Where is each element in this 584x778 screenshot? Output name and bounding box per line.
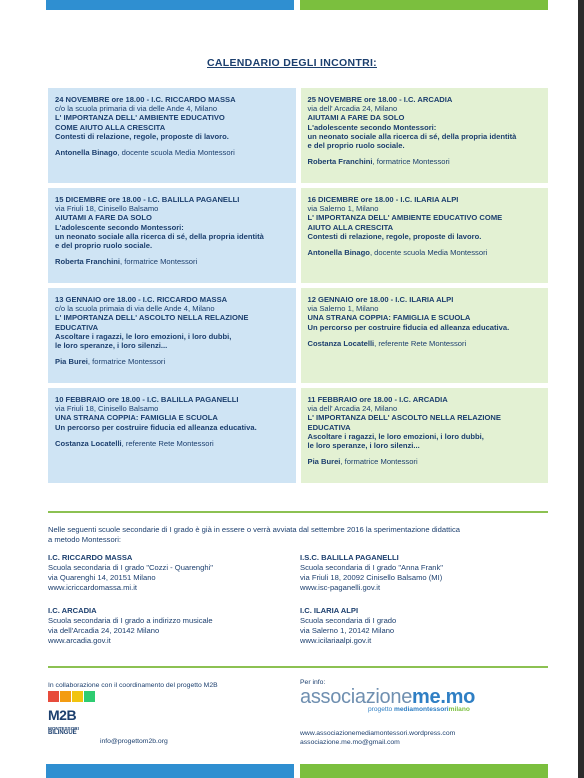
event-topic: L' IMPORTANZA DELL' ASCOLTO NELLA RELAZIONE (307, 413, 501, 423)
event-topic: e del proprio ruolo sociale. (307, 141, 405, 151)
school-link[interactable]: www.icilariaalpi.gov.it (300, 636, 372, 645)
event-topic: un neonato sociale alla ricerca di sé, della propria identità (307, 131, 517, 141)
spacer (55, 141, 290, 148)
assoc-sub-prefix: progetto (368, 706, 395, 713)
speaker-name: Roberta Franchini (307, 157, 373, 167)
event-topic: COME AIUTO ALLA CRESCITA (55, 122, 166, 132)
event-date: 10 FEBBRAIO ore 18.00 - I.C. BALILLA PAGANELLI (55, 395, 239, 404)
speaker-name: Pia Burei (307, 457, 341, 467)
school-line: Scuola secondaria di I grado "Cozzi - Quarenghi" (48, 563, 213, 572)
event-speaker (55, 257, 290, 266)
event-date: 15 DICEMBRE ore 18.00 - I.C. BALILLA PAGANELLI (55, 195, 240, 204)
m2b-sub-line: MONTESSORI (48, 726, 79, 731)
event-date: 13 GENNAIO ore 18.00 - I.C. RICCARDO MASSA (55, 295, 228, 304)
separator-top (48, 511, 548, 513)
assoc-prefix: associazione (300, 686, 413, 708)
event-address: via dell' Arcadia 24, Milano (307, 104, 398, 114)
spacer (308, 241, 543, 248)
speaker-name: Roberta Franchini (55, 257, 120, 267)
event-topic: EDUCATIVA (55, 322, 99, 332)
speaker-role: , referente Rete Montessori (121, 438, 214, 448)
calendar-title: CALENDARIO DEGLI INCONTRI: (207, 57, 377, 69)
event-topic: EDUCATIVA (307, 422, 351, 432)
event-speaker (55, 439, 290, 448)
event-topic: Contesti di relazione, regole, proposte di lavoro. (307, 231, 482, 241)
school-name: I.S.C. BALILLA PAGANELLI (300, 553, 399, 562)
speaker-role: , docente scuola Media Montessori (117, 148, 235, 158)
email-link[interactable]: associazione.me.mo@gmail.com (300, 739, 400, 746)
page-edge (578, 0, 584, 778)
events-row (48, 88, 548, 183)
assoc-sub-highlight: mediamontessori (394, 706, 449, 713)
event-card (48, 388, 296, 483)
event-topic: L' IMPORTANZA DELL' AMBIENTE EDUCATIVO COME (307, 213, 503, 223)
intro-text (48, 525, 548, 545)
school-block (48, 606, 288, 646)
event-speaker (308, 157, 543, 166)
event-address: via Salerno 1, Milano (307, 204, 379, 214)
event-topic: le loro speranze, i loro silenzi... (55, 341, 168, 351)
collab-text: In collaborazione con il coordinamento del progetto M2B (48, 682, 218, 689)
school-line: via Quarenghi 14, 20151 Milano (48, 573, 156, 582)
speaker-name: Antonella Binago (55, 148, 118, 158)
event-date: 16 DICEMBRE ore 18.00 - I.C. ILARIA ALPI (307, 195, 459, 204)
school-name: I.C. RICCARDO MASSA (48, 553, 133, 562)
spacer (55, 350, 290, 357)
school-link[interactable]: www.icriccardomassa.mi.it (48, 583, 138, 592)
association-logo (300, 686, 475, 708)
event-topic: Un percorso per costruire fiducia ed alleanza educativa. (55, 422, 257, 432)
event-address: c/o la scuola primaia di via delle Ande 4, Milano (55, 304, 215, 314)
speaker-name: Pia Burei (55, 357, 88, 367)
event-topic: Contesti di relazione, regole, proposte di lavoro. (55, 131, 229, 141)
spacer (55, 250, 290, 257)
speaker-role: , formatrice Montessori (119, 257, 198, 267)
event-topic: L'adolescente secondo Montessori: (307, 122, 437, 132)
event-address: via dell' Arcadia 24, Milano (307, 404, 398, 414)
spacer (308, 450, 543, 457)
separator-bottom (48, 666, 548, 668)
speaker-role: , referente Rete Montessori (374, 338, 467, 348)
assoc-brand: me.mo (412, 686, 475, 708)
event-topic: AIUTO ALLA CRESCITA (307, 222, 394, 232)
event-date: 25 NOVEMBRE ore 18.00 - I.C. ARCADIA (307, 95, 453, 104)
top-bar-green (300, 0, 548, 10)
event-topic: Ascoltare i ragazzi, le loro emozioni, i loro dubbi, (307, 431, 484, 441)
event-topic: AIUTAMI A FARE DA SOLO (307, 113, 405, 123)
school-name: I.C. ILARIA ALPI (300, 606, 359, 615)
event-card (301, 188, 549, 283)
speaker-role: , docente scuola Media Montessori (369, 248, 488, 258)
event-date: 12 GENNAIO ore 18.00 - I.C. ILARIA ALPI (307, 295, 454, 304)
association-sub (368, 706, 470, 713)
spacer (308, 332, 543, 339)
events-grid (48, 88, 548, 488)
contact-links (300, 729, 455, 747)
school-line: via Friuli 18, 20092 Cinisello Balsamo (MI) (300, 573, 443, 582)
per-info-label: Per info: (300, 679, 326, 686)
event-card (301, 288, 549, 383)
m2b-email-link[interactable]: info@progettom2b.org (100, 738, 168, 745)
school-line: Scuola secondaria di I grado (300, 616, 397, 625)
events-row (48, 188, 548, 283)
speaker-role: , formatrice Montessori (340, 457, 418, 467)
event-date: 24 NOVEMBRE ore 18.00 - I.C. RICCARDO MASSA (55, 95, 236, 104)
event-card (301, 88, 549, 183)
event-address: via Salerno 1, Milano (307, 304, 379, 314)
school-line: via Salerno 1, 20142 Milano (300, 626, 395, 635)
speaker-name: Costanza Locatelli (55, 438, 122, 448)
school-link[interactable]: www.isc-paganelli.gov.it (300, 583, 381, 592)
events-row (48, 388, 548, 483)
bottom-bar-green (300, 764, 548, 778)
speaker-name: Antonella Binago (307, 248, 370, 258)
intro-line: a metodo Montessori: (48, 535, 122, 544)
event-speaker (308, 248, 543, 257)
school-line: Scuola secondaria di I grado "Anna Frank" (300, 563, 444, 572)
speaker-role: , formatrice Montessori (372, 157, 450, 167)
school-name: I.C. ARCADIA (48, 606, 97, 615)
school-block (300, 553, 540, 593)
event-speaker (308, 339, 543, 348)
school-link[interactable]: www.arcadia.gov.it (48, 636, 111, 645)
school-block (300, 606, 540, 646)
spacer (308, 150, 543, 157)
event-address: via Friuli 18, Cinisello Balsamo (55, 404, 159, 414)
event-speaker (308, 457, 543, 466)
event-topic: UNA STRANA COPPIA: FAMIGLIA E SCUOLA (307, 313, 471, 323)
event-topic: AIUTAMI A FARE DA SOLO (55, 213, 152, 223)
school-block (48, 553, 288, 593)
event-card (301, 388, 549, 483)
assoc-sub-suffix: milano (448, 706, 470, 713)
event-address: c/o la scuola primaria di via delle Ande 4, Milano (55, 104, 218, 114)
event-card (48, 88, 296, 183)
blog-link[interactable]: www.associazionemediamontessori.wordpress.com (300, 730, 456, 737)
event-address: via Friuli 18, Cinisello Balsamo (55, 204, 159, 214)
event-topic: UNA STRANA COPPIA: FAMIGLIA E SCUOLA (55, 413, 218, 423)
intro-line: Nelle seguenti scuole secondarie di I grado è già in essere o verrà avviata dal settembre 2016 la sperimentazione didattica (48, 525, 460, 534)
bottom-bar-blue (46, 764, 294, 778)
spacer (55, 432, 290, 439)
m2b-sub-line: BILINGUE (48, 730, 77, 736)
event-card (48, 188, 296, 283)
event-speaker (55, 357, 290, 366)
school-line: Scuola secondaria di I grado a indirizzo musicale (48, 616, 213, 625)
event-topic: L' IMPORTANZA DELL' AMBIENTE EDUCATIVO (55, 113, 225, 123)
m2b-logo-sub (48, 726, 79, 736)
event-topic: Ascoltare i ragazzi, le loro emozioni, i loro dubbi, (55, 331, 232, 341)
event-speaker (55, 148, 290, 157)
event-topic: Un percorso per costruire fiducia ed alleanza educativa. (307, 322, 510, 332)
school-line: via dell'Arcadia 24, 20142 Milano (48, 626, 160, 635)
speaker-role: , formatrice Montessori (87, 357, 166, 367)
event-topic: e del proprio ruolo sociale. (55, 241, 153, 251)
speaker-name: Costanza Locatelli (307, 338, 375, 348)
event-topic: un neonato sociale alla ricerca di sé, della propria identità (55, 231, 264, 241)
top-bar-blue (46, 0, 294, 10)
event-topic: L' IMPORTANZA DELL' ASCOLTO NELLA RELAZIONE (55, 313, 249, 323)
event-topic: le loro speranze, i loro silenzi... (307, 441, 420, 451)
event-card (48, 288, 296, 383)
event-date: 11 FEBBRAIO ore 18.00 - I.C. ARCADIA (307, 395, 448, 404)
events-row (48, 288, 548, 383)
m2b-logo-text: M2B (48, 707, 77, 723)
event-topic: L'adolescente secondo Montessori: (55, 222, 184, 232)
